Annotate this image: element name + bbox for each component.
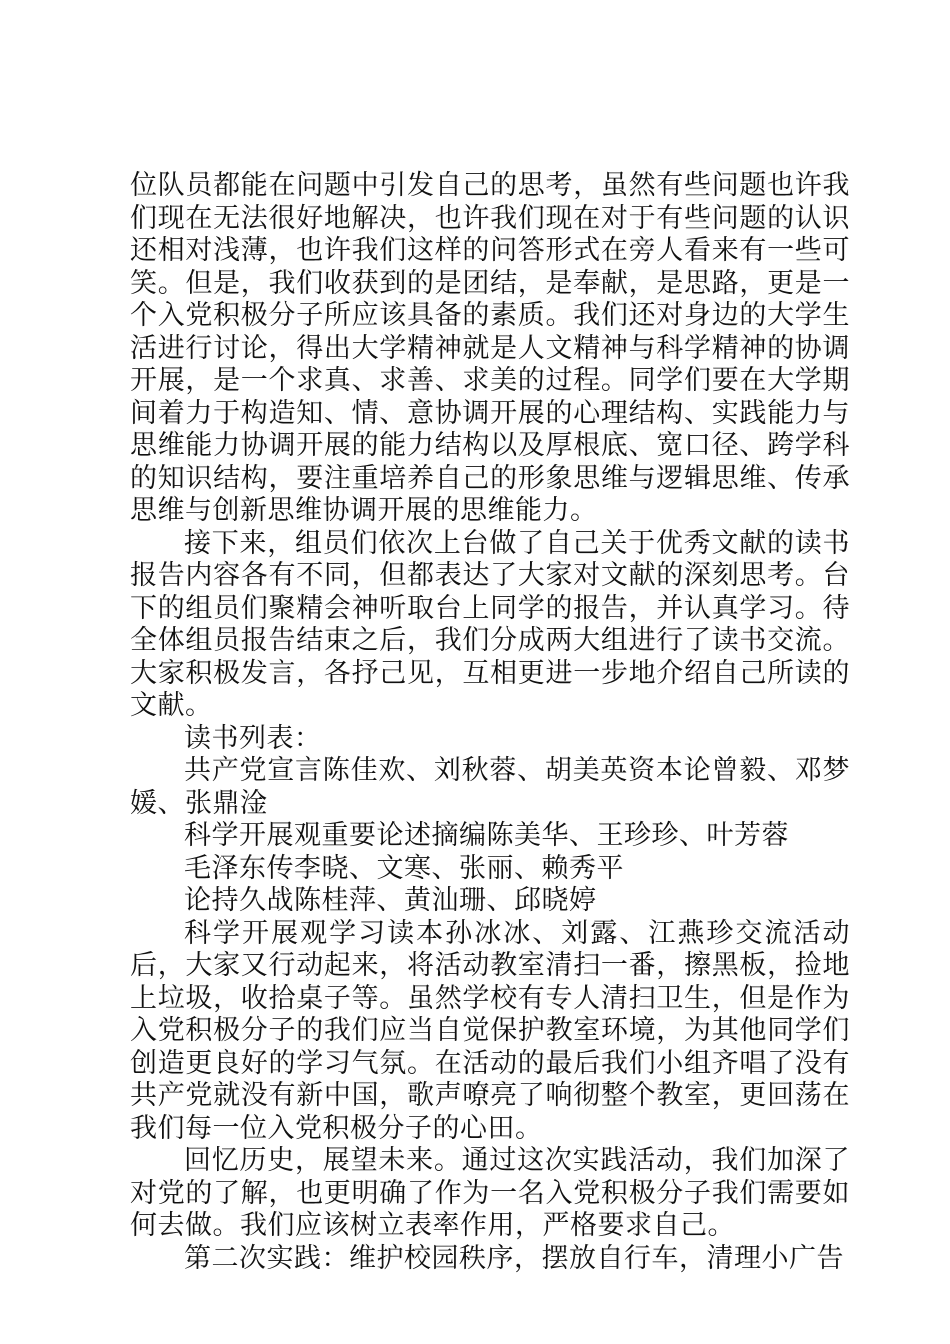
paragraph-conclusion: 回忆历史，展望未来。通过这次实践活动，我们加深了对党的了解，也更明确了作为一名入党积极分子我们需要如何去做。我们应该树立表率作用，严格要求自己。: [130, 1145, 850, 1241]
paragraph-continued: 位队员都能在问题中引发自己的思考，虽然有些问题也许我们现在无法很好地解决，也许我们现在对于有些问题的认识还相对浅薄，也许我们这样的问答形式在旁人看来有一些可笑。但是，我们收获到的是团结，是奉献，是思路，更是一个入党积极分子所应该具备的素质。我们还对身边的大学生活进行讨论，得出大学精神就是人文精神与科学精神的协调开展，是一个求真、求善、求美的过程。同学们要在大学期间着力于构造知、情、意协调开展的心理结构、实践能力与思维能力协调开展的能力结构以及厚根底、宽口径、跨学科的知识结构，要注重培养自己的形象思维与逻辑思维、传承思维与创新思维协调开展的思维能力。: [130, 170, 850, 526]
reading-list-item: 毛泽东传李晓、文寒、张丽、赖秀平: [184, 852, 624, 884]
section-heading-second-practice: 第二次实践：维护校园秩序，摆放自行车，清理小广告: [184, 1242, 844, 1274]
reading-list-item: 论持久战陈桂萍、黄汕珊、邱晓婷: [184, 885, 597, 916]
reading-list-heading: 读书列表：: [184, 722, 322, 754]
paragraph-cleanup: 科学开展观学习读本孙冰冰、刘露、江燕珍交流活动后，大家又行动起来，将活动教室清扫一番，擦黑板，捡地上垃圾，收拾桌子等。虽然学校有专人清扫卫生，但是作为入党积极分子的我们应当自觉保护教室环境，为其他同学们创造更良好的学习气氛。在活动的最后我们小组齐唱了没有共产党就没有新中国，歌声嘹亮了响彻整个教室，更回荡在我们每一位入党积极分子的心田。: [130, 917, 850, 1144]
reading-list-item: 共产党宣言陈佳欢、刘秋蓉、胡美英资本论曾毅、邓梦媛、张鼎淦: [130, 755, 850, 819]
reading-list-item: 科学开展观重要论述摘编陈美华、王珍珍、叶芳蓉: [184, 820, 789, 851]
paragraph-book-reports: 接下来，组员们依次上台做了自己关于优秀文献的读书报告内容各有不同，但都表达了大家对文献的深刻思考。台下的组员们聚精会神听取台上同学的报告，并认真学习。待全体组员报告结束之后，我们分成两大组进行了读书交流。大家积极发言，各抒己见，互相更进一步地介绍自己所读的文献。: [130, 527, 850, 721]
document-body: [130, 170, 850, 1275]
